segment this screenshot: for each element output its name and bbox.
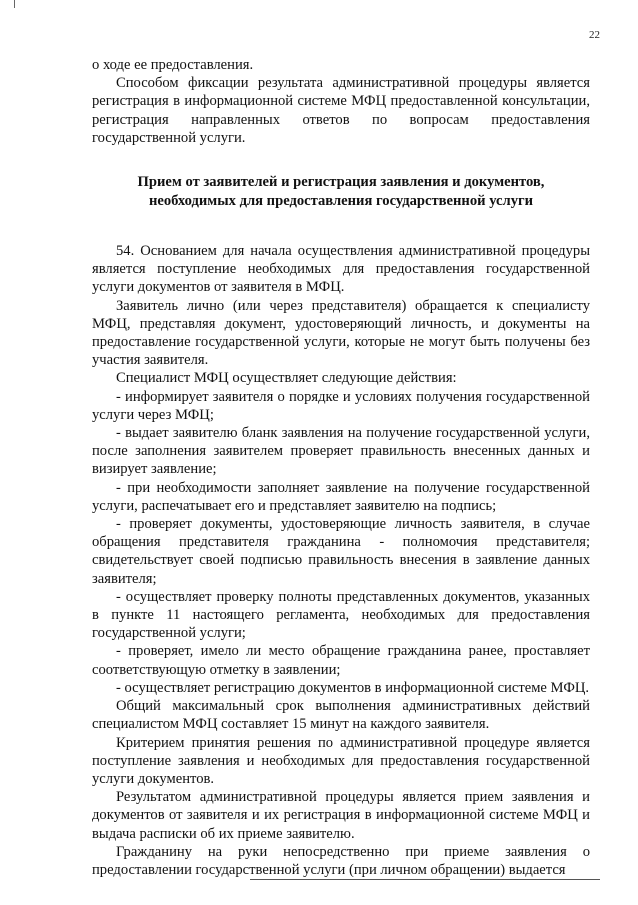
paragraph: Результатом административной процедуры является прием заявления и документов от заявителя и их регистрация в информационной системе МФЦ и выдача расписки об их приеме заявителю. [92,789,590,842]
paragraph: Специалист МФЦ осуществляет следующие действия: [116,370,457,387]
list-item: - информирует заявителя о порядке и условиях получения государственной услуги через МФЦ; [92,388,590,423]
footer-divider [250,879,450,880]
section-heading-line: необходимых для предоставления государственной услуги [148,192,534,209]
scan-mark [14,0,15,8]
list-item: - проверяет документы, удостоверяющие личность заявителя, в случае обращения представителя гражданина - полномочия представителя; свидетельствует своей подписью правильность внесения в заявление данных заявителя; [92,516,590,587]
document-body [92,56,590,879]
list-item: - осуществляет регистрацию документов в информационной системе МФЦ. [116,679,590,696]
list-item: - при необходимости заполняет заявление на получение государственной услуги, распечатывает его и представляет заявителю на подпись; [92,479,590,514]
paragraph: Критерием принятия решения по административной процедуре является поступление заявления и необходимых для предоставления государственной услуги документов. [92,734,590,787]
list-item: - осуществляет проверку полноты представленных документов, указанных в пункте 11 настоящего регламента, необходимых для предоставления государственной услуги; [92,588,590,642]
paragraph: Способом фиксации результата административной процедуры является регистрация в информационной системе МФЦ предоставленной консультации, регистрация направленных ответов по вопросам предоставления государственной услуги. [92,75,590,146]
paragraph: Заявитель лично (или через представителя) обращается к специалисту МФЦ, представляя документ, удостоверяющий личность, и документы на предоставление государственной услуги, которые не могут быть получены без участия заявителя. [92,297,590,369]
list-item: - выдает заявителю бланк заявления на получение государственной услуги, после заполнения заявителем проверяет правильность внесенных данных и визирует заявление; [92,425,590,478]
paragraph: о ходе ее предоставления. [92,57,254,73]
footer-divider [470,879,600,880]
section-heading [92,173,590,210]
paragraph: Гражданину на руки непосредственно при приеме заявления о предоставлении государственной услуги (при личном обращении) выдается [92,843,590,878]
list-item: - проверяет, имело ли место обращение гражданина ранее, проставляет соответствующую отметку в заявлении; [92,643,590,678]
page-number: 22 [589,29,600,41]
section-heading-line: Прием от заявителей и регистрация заявления и документов, [137,174,545,191]
paragraph: Общий максимальный срок выполнения административных действий специалистом МФЦ составляет 15 минут на каждого заявителя. [92,698,590,733]
paragraph: 54. Основанием для начала осуществления административной процедуры является поступление необходимых для предоставления государственной услуги документов от заявителя в МФЦ. [92,243,590,296]
